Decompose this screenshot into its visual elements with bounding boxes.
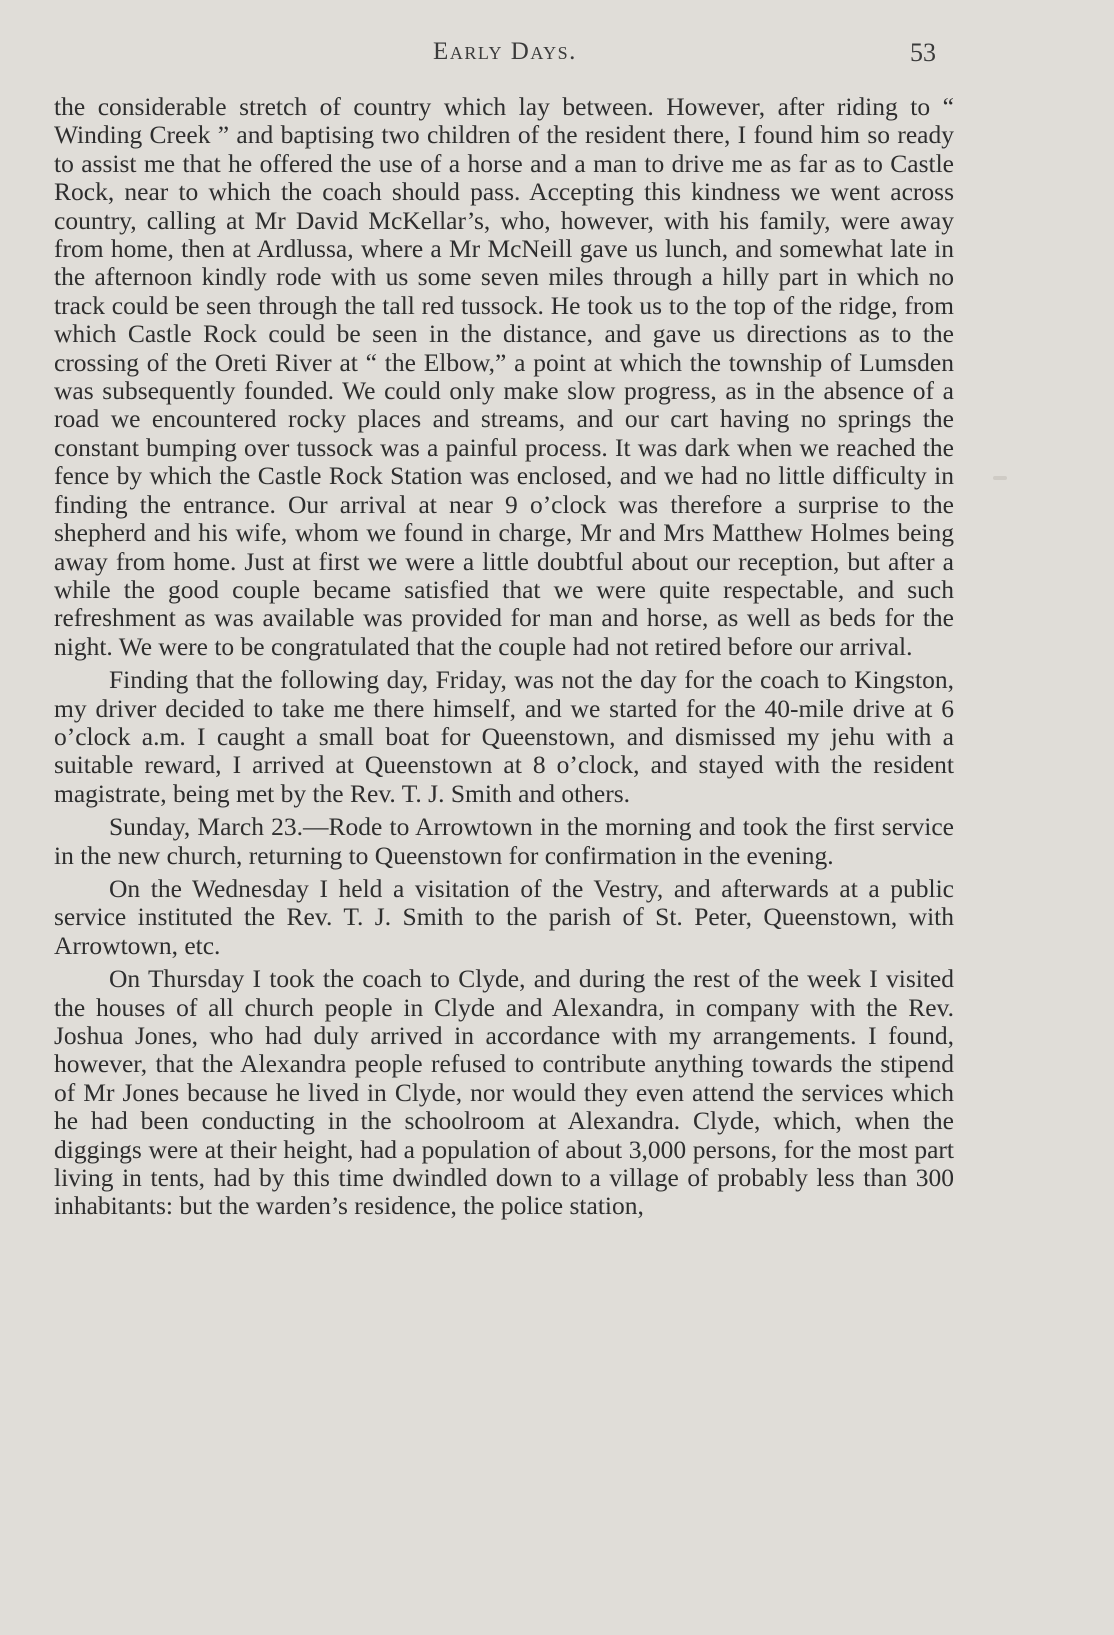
paragraph: On the Wednesday I held a visitation of the Vestry, and afterwards at a public service instituted the Rev. T. J. Smith to the parish of St. Peter, Queenstown, with Arrowtown, etc. (54, 873, 954, 960)
running-title: Early Days. (433, 38, 577, 65)
paragraph: Sunday, March 23.—Rode to Arrowtown in the morning and took the first service in the new church, returning to Queenstown for confirmation in the evening. (54, 812, 954, 870)
paragraph: Finding that the following day, Friday, was not the day for the coach to Kingston, my driver decided to take me there himself, and we started for the 40-mile drive at 6 o’clock a.m. I caught a small boat for Queenstown, and dismissed my jehu with a suitable reward, I arrived at Queenstown at 8 o’clock, and stayed with the resident magistrate, being met by the Rev. T. J. Smith and others. (54, 665, 954, 808)
paper-blemish (993, 476, 1007, 480)
paragraph: the considerable stretch of country which lay between. However, after riding to “ Winding Creek ” and baptising two children of the resident there, I found him so ready to assist me that he offered the use of a horse and a man to drive me as far as to Castle Rock, near to which the coach should pass. Accepting this kindness we went across country, calling at Mr David McKellar’s, who, however, with his family, were away from home, then at Ardlussa, where a Mr McNeill gave us lunch, and somewhat late in the afternoon kindly rode with us some seven miles through a hilly part in which no track could be seen through the tall red tussock. He took us to the top of the ridge, from which Castle Rock could be seen in the distance, and gave us directions as to the crossing of the Oreti River at “ the Elbow,” a point at which the township of Lumsden was subsequently founded. We could only make slow progress, as in the absence of a road we encountered rocky places and streams, and our cart having no springs the constant bumping over tussock was a painful process. It was dark when we reached the fence by which the Castle Rock Station was enclosed, and we had no little difficulty in finding the entrance. Our arrival at near 9 o’clock was therefore a surprise to the shepherd and his wife, whom we found in charge, Mr and Mrs Matthew Holmes being away from home. Just at first we were a little doubtful about our reception, but after a while the good couple became satisfied that we were quite respectable, and such refreshment as was available was provided for man and horse, as well as beds for the night. We were to be congratulated that the couple had not retired before our arrival. (54, 92, 954, 661)
running-head (0, 38, 1114, 78)
body-text (54, 93, 954, 1226)
paragraph: On Thursday I took the coach to Clyde, and during the rest of the week I visited the houses of all church people in Clyde and Alexandra, in company with the Rev. Joshua Jones, who had duly arrived in accordance with my arrangements. I found, however, that the Alexandra people refused to contribute anything towards the stipend of Mr Jones because he lived in Clyde, nor would they even attend the services which he had been conducting in the schoolroom at Alexandra. Clyde, which, when the diggings were at their height, had a population of about 3,000 persons, for the most part living in tents, had by this time dwindled down to a village of probably less than 300 inhabitants: but the warden’s residence, the police station, (54, 964, 954, 1221)
page-number: 53 (910, 38, 936, 67)
